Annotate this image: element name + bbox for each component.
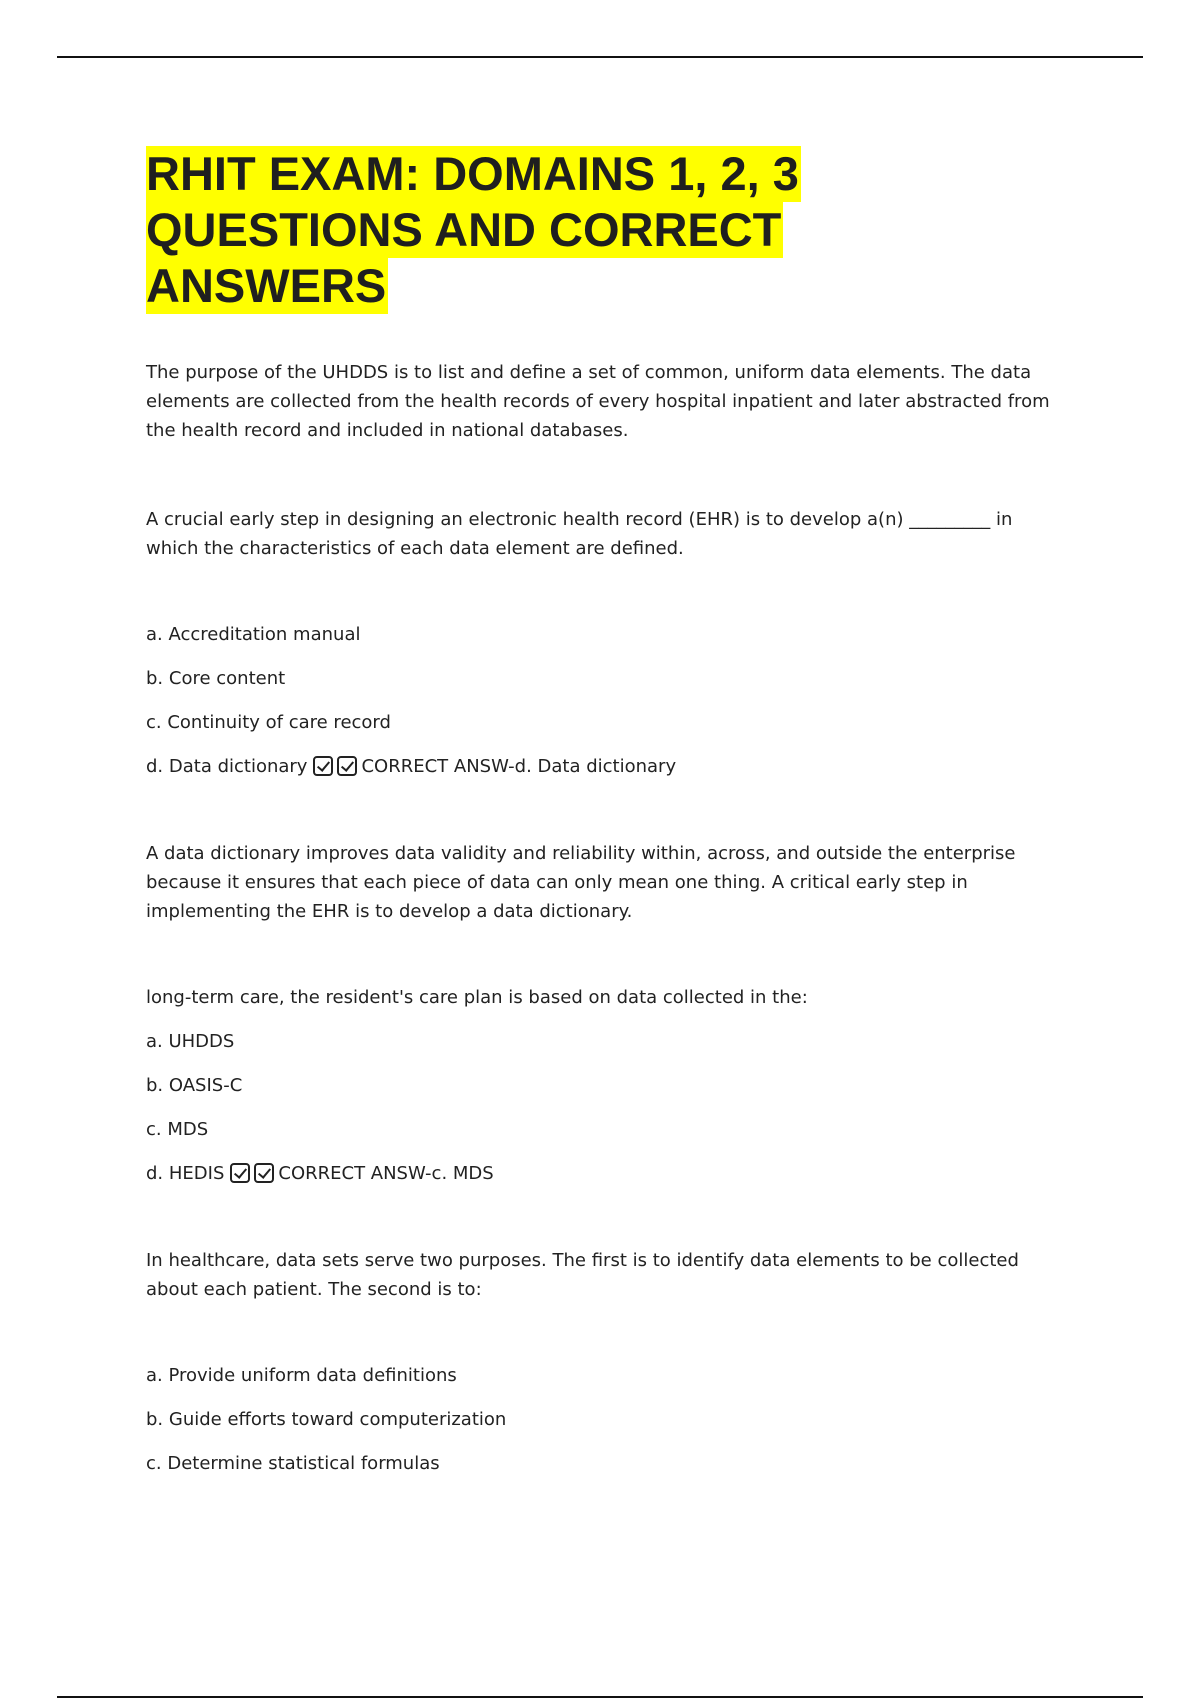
q3-option-c: c. Determine statistical formulas	[146, 1453, 440, 1474]
q1-option-a: a. Accreditation manual	[146, 624, 361, 645]
q1-option-b: b. Core content	[146, 668, 286, 689]
title-line-3: ANSWERS	[146, 259, 387, 312]
question-3-text: In healthcare, data sets serve two purposes. The first is to identify data elements to be collected about each patient. The second is to:	[146, 1250, 1019, 1300]
q1-correct-answer: CORRECT ANSW-d. Data dictionary	[361, 756, 677, 777]
checkbox-checked-icon	[230, 1163, 250, 1183]
question-2-text: long-term care, the resident's care plan is based on data collected in the:	[146, 987, 808, 1008]
checkbox-checked-icon	[254, 1163, 274, 1183]
q1-option-c: c. Continuity of care record	[146, 712, 391, 733]
footer-rule	[57, 1696, 1143, 1698]
q3-option-a: a. Provide uniform data definitions	[146, 1365, 457, 1386]
q2-option-c: c. MDS	[146, 1119, 209, 1140]
q2-option-d: d. HEDIS	[146, 1163, 225, 1184]
q1-option-d: d. Data dictionary	[146, 756, 308, 777]
q2-option-b: b. OASIS-C	[146, 1075, 243, 1096]
checkbox-checked-icon	[337, 756, 357, 776]
document-body	[146, 146, 1066, 1476]
q2-option-a: a. UHDDS	[146, 1031, 235, 1052]
q1-option-d-line	[146, 755, 1066, 779]
checkbox-checked-icon	[313, 756, 333, 776]
q1-rationale: A data dictionary improves data validity and reliability within, across, and outside the enterprise because it ensures that each piece of data can only mean one thing. A critical early step in implementing the EHR is to develop a data dictionary.	[146, 843, 1016, 922]
header-rule	[57, 56, 1143, 58]
question-1-text: A crucial early step in designing an electronic health record (EHR) is to develop a(n) _________ in which the characteristics of each data element are defined.	[146, 509, 1013, 559]
q3-option-b: b. Guide efforts toward computerization	[146, 1409, 507, 1430]
q2-correct-answer: CORRECT ANSW-c. MDS	[278, 1163, 494, 1184]
title-line-1: RHIT EXAM: DOMAINS 1, 2, 3	[146, 147, 799, 200]
intro-paragraph: The purpose of the UHDDS is to list and define a set of common, uniform data elements. The data elements are collected from the health records of every hospital inpatient and later abstracted from the health record and included in national databases.	[146, 362, 1050, 441]
title-line-2: QUESTIONS AND CORRECT	[146, 203, 782, 256]
page-title	[146, 146, 1066, 314]
q2-option-d-line	[146, 1162, 1066, 1186]
